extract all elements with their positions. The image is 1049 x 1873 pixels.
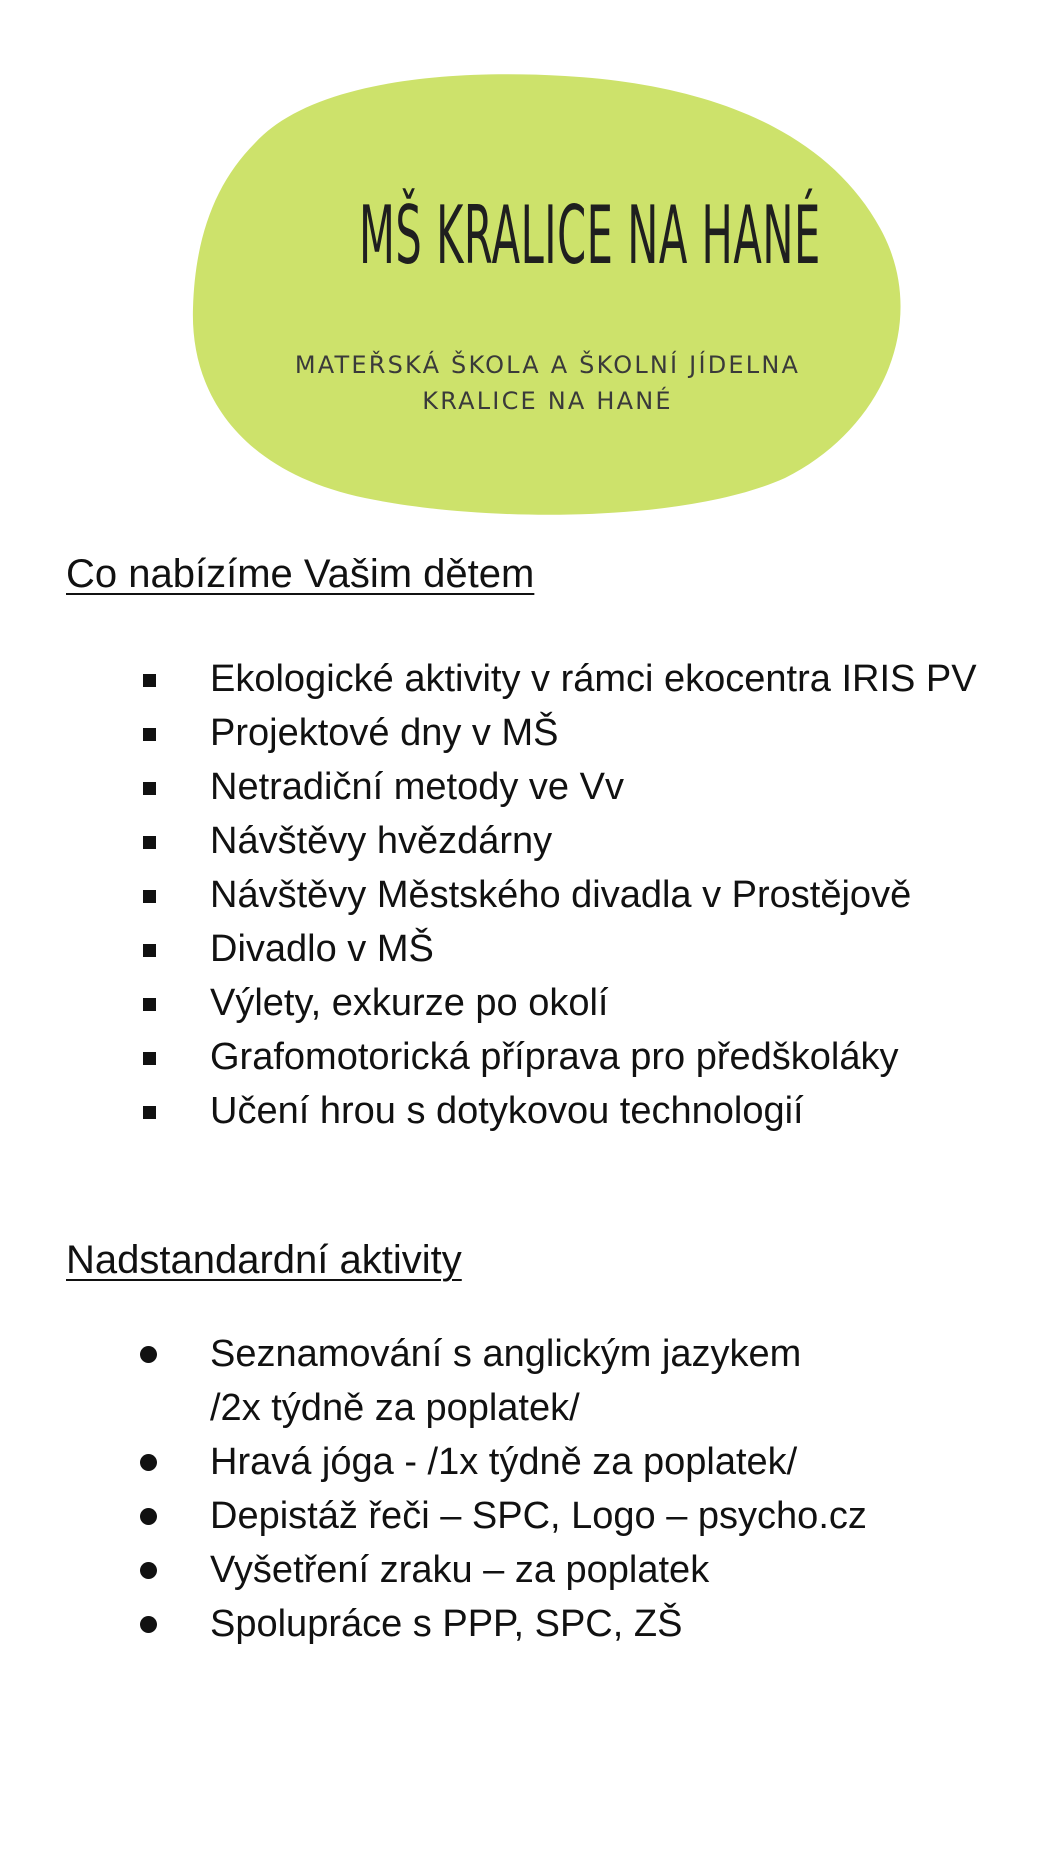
list-item	[0, 1084, 1049, 1138]
square-bullet-icon	[143, 998, 156, 1011]
logo-title: MŠ KRALICE NA HANÉ	[359, 189, 821, 282]
list-item	[0, 1327, 1049, 1435]
list-item-text: Seznamování s anglickým jazykem	[210, 1333, 802, 1375]
offer-list	[0, 652, 1049, 1138]
square-bullet-icon	[143, 890, 156, 903]
logo-subtitle-line2: KRALICE NA HANÉ	[422, 387, 673, 415]
list-item-text: Divadlo v MŠ	[210, 928, 434, 970]
square-bullet-icon	[143, 836, 156, 849]
list-item-text-continued: /2x týdně za poplatek/	[210, 1387, 580, 1429]
offer-heading: Co nabízíme Vašim dětem	[66, 552, 535, 596]
round-bullet-icon	[140, 1562, 157, 1579]
school-logo	[185, 68, 910, 518]
list-item	[0, 1597, 1049, 1651]
square-bullet-icon	[143, 782, 156, 795]
list-item	[0, 922, 1049, 976]
list-item-text: Ekologické aktivity v rámci ekocentra IRIS PV	[210, 658, 977, 700]
list-item-text: Návštěvy Městského divadla v Prostějově	[210, 874, 912, 916]
list-item-text: Učení hrou s dotykovou technologií	[210, 1090, 804, 1132]
list-item	[0, 976, 1049, 1030]
list-item	[0, 1489, 1049, 1543]
list-item-text: Projektové dny v MŠ	[210, 712, 559, 754]
round-bullet-icon	[140, 1616, 157, 1633]
square-bullet-icon	[143, 728, 156, 741]
extra-list	[0, 1327, 1049, 1651]
square-bullet-icon	[143, 1052, 156, 1065]
round-bullet-icon	[140, 1346, 157, 1363]
square-bullet-icon	[143, 944, 156, 957]
list-item	[0, 1030, 1049, 1084]
round-bullet-icon	[140, 1508, 157, 1525]
list-item	[0, 652, 1049, 706]
square-bullet-icon	[143, 1106, 156, 1119]
list-item-text: Hravá jóga - /1x týdně za poplatek/	[210, 1441, 798, 1483]
list-item	[0, 814, 1049, 868]
list-item	[0, 706, 1049, 760]
list-item-text: Vyšetření zraku – za poplatek	[210, 1549, 710, 1591]
list-item	[0, 1435, 1049, 1489]
list-item-text: Spolupráce s PPP, SPC, ZŠ	[210, 1603, 683, 1645]
square-bullet-icon	[143, 674, 156, 687]
list-item-text: Návštěvy hvězdárny	[210, 820, 553, 862]
list-item-text: Netradiční metody ve Vv	[210, 766, 624, 808]
logo-blob-shape	[185, 68, 910, 518]
list-item-text: Výlety, exkurze po okolí	[210, 982, 609, 1024]
list-item	[0, 868, 1049, 922]
extra-heading: Nadstandardní aktivity	[66, 1238, 462, 1282]
list-item-text: Depistáž řeči – SPC, Logo – psycho.cz	[210, 1495, 867, 1537]
round-bullet-icon	[140, 1454, 157, 1471]
list-item-text: Grafomotorická příprava pro předškoláky	[210, 1036, 899, 1078]
list-item	[0, 1543, 1049, 1597]
list-item	[0, 760, 1049, 814]
logo-subtitle-line1: MATEŘSKÁ ŠKOLA A ŠKOLNÍ JÍDELNA	[294, 351, 801, 379]
